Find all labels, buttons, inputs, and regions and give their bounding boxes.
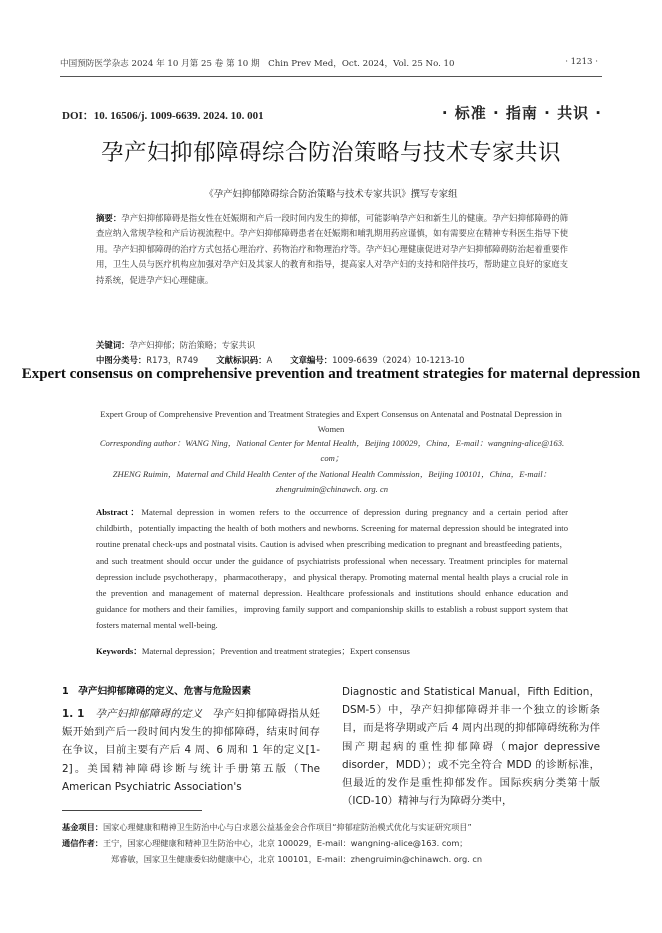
- abstract-cn-text: 孕产妇抑郁障碍是指女性在妊娠期和产后一段时间内发生的抑郁，可能影响孕产妇和新生儿的健康。孕产妇抑郁障碍的筛查应纳入常规孕检和产后访视流程中。孕产妇抑郁障碍患者在妊娠期和哺乳期用药应谨慎，如有需要应在精神专科医生指导下使用。孕产妇抑郁障碍的治疗方式包括心理治疗、药物治疗和物理治疗等。孕产妇心理健康促进对孕产妇抑郁障碍防治起着重要作用，卫生人员与医疗机构应加强对孕产妇及其家人的教育和指导，提高家人对孕产妇的支持和陪伴技巧，帮助建立良好的家庭支持系统，促进孕产妇心理健康。: [96, 213, 569, 285]
- keywords-cn: [96, 338, 568, 352]
- article-no-value: 1009-6639（2024）10-1213-10: [332, 355, 465, 365]
- clc-value: R173，R749: [146, 355, 199, 365]
- author-group-en: Expert Group of Comprehensive Prevention and Treatment Strategies and Expert Consensus on Antenatal and Postnatal Depression in Women: [100, 409, 562, 435]
- left-body-text: 孕产妇抑郁障碍指从妊娠开始到产后一段时间内发生的抑郁障碍，结束时间存在争议，目前主要有产后 4 周、6 周和 1 年的定义[1-2]。美国精神障碍诊断与统计手册第五版（The American Psychiatric Association's: [62, 708, 321, 793]
- section-1-heading: 1 孕产妇抑郁障碍的定义、危害与危险因素: [62, 686, 251, 697]
- keywords-cn-text: 孕产妇抑郁；防治策略；专家共识: [129, 340, 256, 350]
- author-group-cn: 《孕产妇抑郁障碍综合防治策略与技术专家共识》撰写专家组: [204, 189, 458, 200]
- article-title-cn: 孕产妇抑郁障碍综合防治策略与技术专家共识: [100, 140, 561, 166]
- corresponding-author-2: ZHENG Ruimin，Maternal and Child Health Center of the National Health Commission，Beijing 100101，China，E-mail：zhengruimin@chinawch. org. cn: [112, 468, 552, 495]
- correspondence-footnote: [62, 836, 600, 850]
- page-number: · 1213 ·: [565, 57, 598, 67]
- running-header: [60, 57, 602, 73]
- keywords-cn-label: 关键词：: [96, 340, 130, 350]
- fund-label: 基金项目：: [62, 822, 103, 832]
- journal-info: 中国预防医学杂志 2024 年 10 月第 25 卷 第 10 期 Chin Prev Med，Oct. 2024，Vol. 25 No. 10: [60, 59, 455, 69]
- body-left-column: [62, 683, 320, 796]
- column-title: · 标准 · 指南 · 共识 ·: [441, 104, 602, 122]
- correspondence-1: 王宁，国家心理健康和精神卫生防治中心，北京 100029，E-mail：wangning-alice@163. com；: [102, 838, 468, 848]
- section-1-1-paragraph: [62, 705, 320, 796]
- body-right-column: [342, 683, 600, 810]
- abstract-en-label: Abstract：: [96, 507, 142, 517]
- doc-code-label: 文献标识码：: [216, 355, 267, 365]
- footnote-rule: [62, 810, 202, 811]
- abstract-cn-label: 摘要：: [96, 213, 122, 223]
- keywords-en-text: Maternal depression；Prevention and treatment strategies；Expert consensus: [141, 646, 410, 656]
- fund-footnote: [62, 820, 600, 834]
- doc-code-value: A: [266, 355, 273, 365]
- corresponding-author-1: Corresponding author：WANG Ning，National Center for Mental Health，Beijing 100029，China，E-mail：wangning-alice@163. com；: [99, 438, 565, 464]
- right-body-text: Diagnostic and Statistical Manual，Fifth Edition，DSM-5）中，孕产妇抑郁障碍并非一个独立的诊断条目，而是将孕期或产后 4 周内出现的抑郁障碍统称为伴围产期起病的重性抑郁障碍（major depressive disorder，MDD）；或不完全符合 MDD 的诊断标准，但最近的发作是重性抑郁发作。国际疾病分类第十版（ICD-10）精神与行为障碍分类中，: [342, 686, 600, 808]
- abstract-cn: [96, 211, 568, 288]
- keywords-en: [96, 645, 568, 657]
- doi: DOI：10. 16506/j. 1009-6639. 2024. 10. 001: [62, 110, 264, 122]
- article-no-label: 文章编号：: [290, 355, 333, 365]
- header-rule: [60, 76, 602, 77]
- keywords-en-label: Keywords：: [96, 646, 142, 656]
- abstract-en: [96, 504, 568, 634]
- subsection-number: 1. 1: [62, 708, 85, 720]
- article-title-en: Expert consensus on comprehensive prevention and treatment strategies for maternal depression: [21, 366, 641, 382]
- correspondence-footnote-2: 郑睿敏，国家卫生健康委妇幼健康中心，北京 100101，E-mail：zhengruimin@chinawch. org. cn: [111, 854, 483, 864]
- correspondence-label: 通信作者：: [62, 838, 103, 848]
- clc-label: 中图分类号：: [96, 355, 147, 365]
- abstract-en-text: Maternal depression in women refers to the occurrence of depression during pregnancy and a certain period after childbirth，potentially impacting the health of both mothers and newborns. Screening for maternal depression should be integrated into routine prenatal check-ups and postnatal visits. Caution is advised when prescribing medication to pregnant and breastfeeding patients，and such treatment should occur under the guidance of psychiatrists professional when necessary. Treatment principles for maternal depression include psychotherapy，pharmacotherapy，and physical therapy. Promoting maternal mental health plays a crucial role in the prevention and management of maternal depression. Healthcare professionals and institutions should enhance education and guidance for mothers and their families，improving family support and companionship skills to establish a robust support system that fosters maternal mental well-being.: [96, 507, 568, 631]
- subsection-title: 孕产妇抑郁障碍的定义: [95, 708, 203, 720]
- corresponding-authors-en: [96, 436, 568, 498]
- fund-text: 国家心理健康和精神卫生防治中心与白求恩公益基金会合作项目“抑郁症防治模式优化与实证研究项目”: [102, 822, 472, 832]
